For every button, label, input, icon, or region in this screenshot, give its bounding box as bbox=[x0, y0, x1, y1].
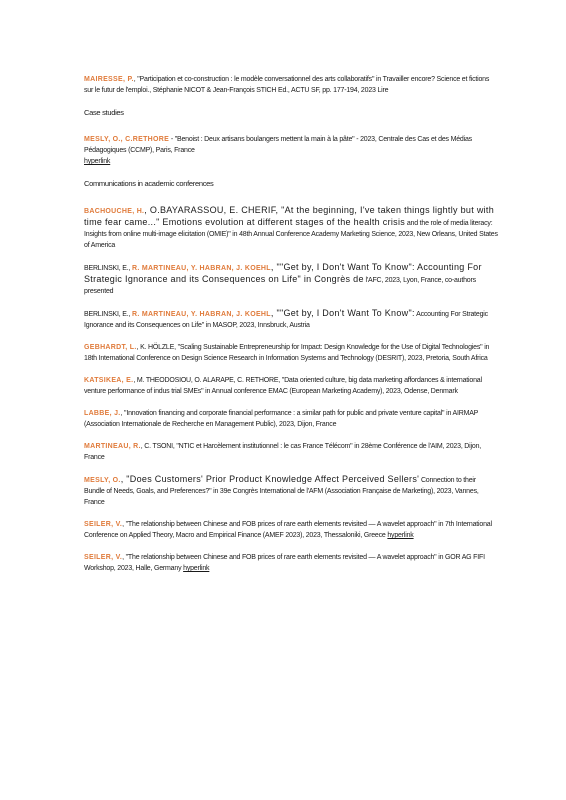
publication-entry bbox=[84, 74, 498, 96]
entry-title: , "Does Customers' Prior Product Knowledge Affect Perceived Sellers' bbox=[120, 474, 420, 484]
entry-title: , O.BAYARASSOU, E. CHERIF, "At the beginning, I've taken things lightly but with time fear came..." Emotions evolution at different stages of the health crisis bbox=[84, 205, 495, 227]
entry-text: , M. THEODOSIOU, O. ALARAPE, C. RETHORE, "Data oriented culture, big data marketing affordances & international venture performance of indus trial SMEs" in Annual conference EMAC (European Marketing Academy), 2023, Odense, Denmark bbox=[84, 377, 482, 395]
conference-entry bbox=[84, 308, 498, 331]
conference-entry bbox=[84, 519, 498, 541]
entry-authors: SEILER, V. bbox=[84, 554, 123, 561]
document-page bbox=[84, 74, 498, 585]
entry-text: l'AFC, 2023, Lyon, France, co-authors presented bbox=[84, 277, 476, 295]
entry-authors: MESLY, O., C.RETHORE bbox=[84, 136, 170, 143]
conference-entry bbox=[84, 342, 498, 364]
entry-text: and the role of media literacy: Insights from online multi-image elicitation (OMIE)" in 48th Annual Conference Academy Marketing Science, 2023, New Orleans, United States of America bbox=[84, 220, 498, 249]
entry-authors: BACHOUCHE, H. bbox=[84, 208, 145, 215]
entry-text: , C. TSONI, "NTIC et Harcèlement institutionnel : le cas France Télécom" in 28ème Conférence de l'AIM, 2023, Dijon, France bbox=[84, 443, 482, 461]
entry-text: Accounting For Strategic Ignorance and its Consequences on Life" in MASOP, 2023, Innsbruck, Austria bbox=[84, 311, 488, 329]
entry-first-author: BERLINSKI, E., bbox=[84, 265, 132, 272]
section-heading-conferences: Communications in academic conferences bbox=[84, 179, 214, 188]
entry-authors: GEBHARDT, L. bbox=[84, 344, 137, 351]
entry-text: , K. HÖLZLE, "Scaling Sustainable Entrepreneurship for Impact: Design Knowledge for the Use of Digital Technologies" in 18th International Conference on Design Science Research in Information Systems and Technology (DESRIT), 2023, Pretoria, South Africa bbox=[84, 344, 490, 362]
entry-authors: MARTINEAU, R. bbox=[84, 443, 141, 450]
conference-entry bbox=[84, 552, 498, 574]
entry-text: Connection to their Bundle of Needs, Goals, and Preferences?" in 39e Congrès International de l'AFM (Association Française de Marketing), 2023, Vannes, France bbox=[84, 477, 479, 506]
conference-entry bbox=[84, 474, 498, 508]
entry-authors: MAIRESSE, P. bbox=[84, 76, 134, 83]
entry-authors: R. MARTINEAU, Y. HABRAN, J. KOEHL bbox=[131, 311, 271, 318]
entry-text: , "The relationship between Chinese and FOB prices of rare earth elements revisited — A wavelet approach" in 7th International Conference on Applied Theory, Macro and Empirical Finance (AMEF 2023), 2023, Thessaloniki, Greece bbox=[84, 521, 492, 539]
conference-entry bbox=[84, 262, 498, 297]
conference-entry bbox=[84, 408, 498, 430]
entry-authors: R. MARTINEAU, Y. HABRAN, J. KOEHL bbox=[131, 265, 271, 272]
section-heading-case-studies: Case studies bbox=[84, 108, 124, 117]
case-study-entry bbox=[84, 134, 498, 167]
hyperlink[interactable]: hyperlink bbox=[84, 158, 111, 165]
entry-authors: KATSIKEA, E. bbox=[84, 377, 134, 384]
conference-entry bbox=[84, 441, 498, 463]
conference-entry bbox=[84, 205, 498, 251]
entry-text: , "Innovation financing and corporate financial performance : a similar path for public and private venture capital" in AIRMAP (Association Internationale de Recherche en Management Public), 2023, Dijon, France bbox=[84, 410, 479, 428]
conference-entry bbox=[84, 375, 498, 397]
entry-authors: LABBE, J. bbox=[84, 410, 121, 417]
hyperlink[interactable]: hyperlink bbox=[183, 565, 210, 572]
entry-text: , "The relationship between Chinese and FOB prices of rare earth elements revisited — A wavelet approach" in GOR AG FIFI Workshop, 2023, Halle, Germany bbox=[84, 554, 485, 572]
entry-first-author: BERLINSKI, E., bbox=[84, 311, 132, 318]
hyperlink[interactable]: hyperlink bbox=[387, 532, 414, 539]
entry-authors: SEILER, V. bbox=[84, 521, 123, 528]
entry-title: , ""Get by, I Don't Want To Know": bbox=[270, 308, 415, 318]
entry-text: - "Benoist : Deux artisans boulangers mettent la main à la pâte" - 2023, Centrale des Cas et des Médias Pédagogiques (CCMP), Paris, France bbox=[84, 136, 472, 154]
entry-authors: MESLY, O. bbox=[84, 477, 121, 484]
entry-title: , ""Get by, I Don't Want To Know": Accounting For Strategic Ignorance and its Consequences on Life" in Congrès de bbox=[84, 262, 482, 284]
entry-text: , "Participation et co-construction : le modèle conversationnel des arts collaboratifs" in Travailler encore? Science et fictions sur le futur de l'emploi., Stéphanie NICOT & Jean-François STICH Ed., ACTU SF, pp. 177-194, 2023 Lire bbox=[84, 76, 490, 94]
